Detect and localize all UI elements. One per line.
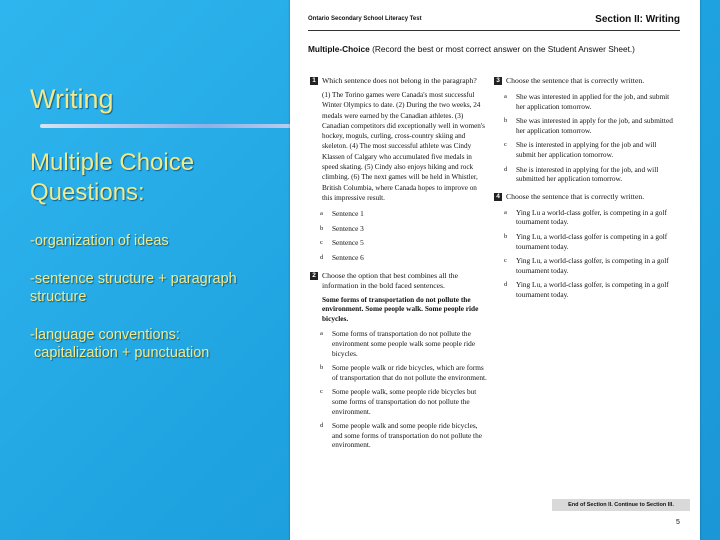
right-column [494, 76, 674, 305]
option-letter: a [504, 93, 507, 100]
option-d [310, 253, 488, 263]
option-b [494, 232, 674, 251]
page-header-right: Section II: Writing [595, 14, 680, 25]
option-b [310, 224, 488, 234]
question-2 [310, 271, 488, 324]
option-text: She is interested in applying for the job and will submit her application tomorrow. [516, 140, 657, 159]
header-divider [308, 30, 680, 31]
bullet-conventions-detail: capitalization + punctuation [34, 345, 210, 361]
bullet-organization: -organization of ideas [30, 233, 169, 249]
option-letter: d [504, 165, 508, 173]
bullet-structure: -sentence structure + paragraph structure [30, 271, 237, 305]
option-a [310, 329, 488, 358]
question-passage: Some forms of transportation do not pollute the environment. Some people walk. Some people ride bicycles. [322, 294, 479, 323]
option-b [494, 116, 674, 135]
option-letter: b [320, 364, 324, 372]
left-column [310, 76, 488, 455]
option-a [310, 209, 488, 219]
option-letter: a [504, 208, 507, 216]
option-c [310, 387, 488, 416]
option-text: Sentence 6 [332, 253, 364, 263]
option-text: Sentence 1 [332, 209, 364, 219]
option-text: Sentence 3 [332, 223, 364, 233]
option-a [494, 208, 674, 227]
end-of-section-banner: End of Section II. Continue to Section III. [552, 499, 690, 511]
question-1 [310, 76, 488, 203]
option-text: Some people walk, some people ride bicycles but some forms of transportation do not pollute the environment. [332, 387, 477, 416]
option-d [494, 280, 674, 299]
option-c [310, 238, 488, 248]
option-letter: c [320, 239, 323, 247]
question-text: Choose the option that best combines all the information in the bold faced sentences. [322, 270, 459, 290]
option-letter: d [320, 254, 324, 262]
option-d [494, 165, 674, 184]
bullet-conventions [30, 326, 280, 362]
question-number: 4 [494, 193, 502, 201]
test-page-image [290, 0, 700, 540]
instructions-bold: Multiple-Choice [308, 44, 370, 54]
option-letter: b [504, 117, 508, 125]
option-text: Ying Lu, a world-class golfer, is competing in a golf tournament today. [516, 256, 669, 275]
option-b [310, 363, 488, 382]
title-underline [40, 124, 318, 128]
option-letter: c [504, 141, 507, 149]
question-text: Choose the sentence that is correctly written. [506, 191, 645, 201]
option-text: She was interested in apply for the job, and submitted her application tomorrow. [516, 116, 673, 135]
option-text: Ying Lu, a world-class golfer, is competing in a golf tournament today. [516, 280, 669, 299]
question-passage: (1) The Torino games were Canada's most successful Winter Olympics to date. (2) During the two weeks, 24 medals were earned by the Canadian athletes. (3) Canadian competitors did exceptionally well in women's hockey, moguls, curling, cross-country skiing and skeleton. (4) The most successful athlete was Cindy Klassen of Calgary who accumulated five medals in speed skating. (5) Cindy also enjoys hiking and rock climbing. (6) The next games will be held in Whistler, British Columbia, where Canada hopes to improve on this impressive result. [322, 91, 485, 202]
option-c [494, 256, 674, 275]
question-number: 2 [310, 272, 318, 280]
page-header-left: Ontario Secondary School Literacy Test [308, 16, 422, 22]
option-text: Some people walk or ride bicycles, which are forms of transportation that do not pollute the environment. [332, 363, 487, 382]
option-text: Some people walk and some people ride bicycles, and some forms of transportation do not pollute the environment. [332, 421, 482, 450]
option-letter: b [504, 232, 508, 240]
option-letter: d [504, 281, 508, 289]
option-letter: b [320, 224, 324, 232]
option-letter: a [320, 330, 323, 338]
option-letter: d [320, 422, 324, 430]
option-letter: c [504, 257, 507, 265]
instructions-text: (Record the best or most correct answer on the Student Answer Sheet.) [372, 44, 635, 54]
question-number: 3 [494, 77, 502, 85]
option-text: Sentence 5 [332, 238, 364, 248]
page-number: 5 [676, 519, 680, 526]
option-text: She was interested in applied for the job, and submit her application tomorrow. [516, 92, 670, 111]
option-a [494, 92, 674, 111]
question-4 [494, 192, 674, 208]
slide-title: Writing [30, 84, 114, 114]
question-text: Choose the sentence that is correctly written. [506, 76, 645, 85]
option-text: Ying Lu a world-class golfer, is competing in a golf tournament today. [516, 207, 667, 227]
instructions [308, 44, 688, 54]
option-text: Ying Lu, a world-class golfer is competing in a golf tournament today. [516, 231, 668, 251]
question-text: Which sentence does not belong in the paragraph? [322, 76, 477, 85]
question-3 [494, 76, 674, 92]
option-letter: c [320, 388, 323, 396]
option-letter: a [320, 210, 323, 218]
question-number: 1 [310, 77, 318, 85]
bullet-conventions-label: -language conventions: [30, 327, 180, 343]
option-text: She is interested in applying for the job, and will submitted her application tomorrow. [516, 164, 659, 184]
option-d [310, 421, 488, 450]
option-c [494, 140, 674, 159]
slide-subtitle: Multiple Choice Questions: [30, 149, 195, 206]
option-text: Some forms of transportation do not pollute the environment some people walk some people ride bicycles. [332, 329, 476, 358]
